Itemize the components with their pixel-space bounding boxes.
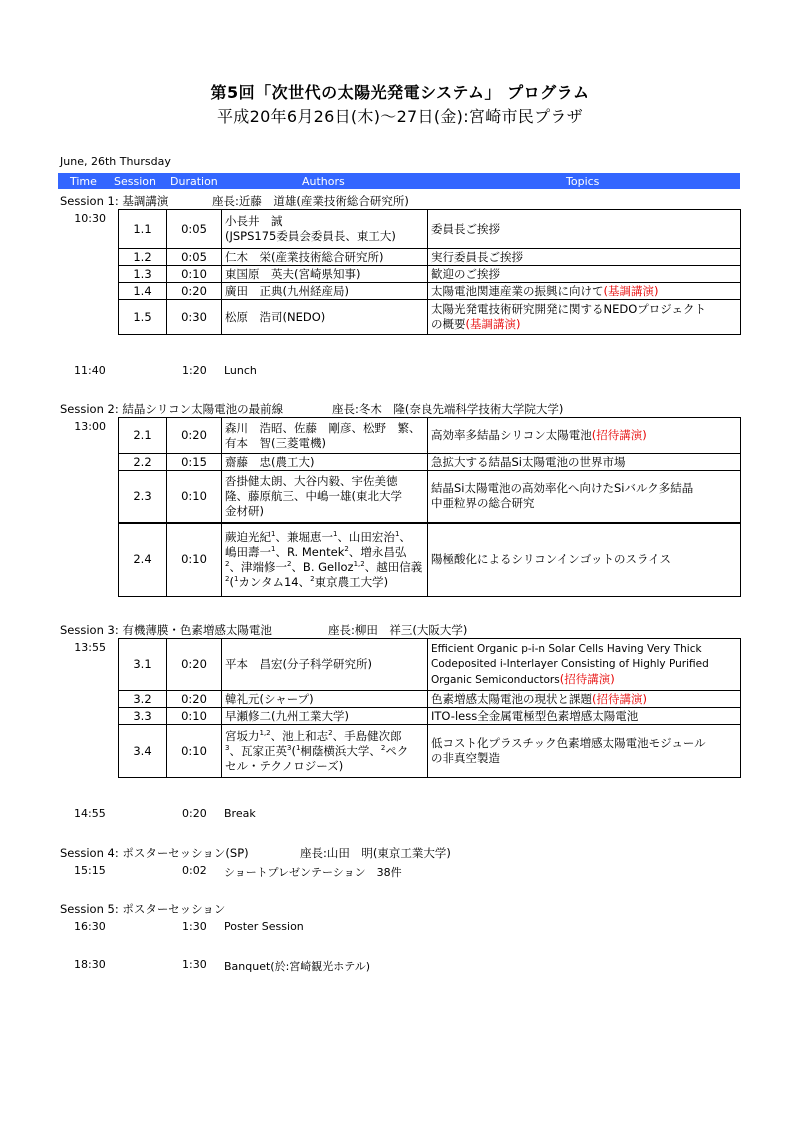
session-no: 2.3 xyxy=(119,471,167,523)
authors: 韓礼元(シャープ) xyxy=(222,691,428,708)
topic: ITO-less全金属電極型色素増感太陽電池 xyxy=(428,708,741,725)
session4-time: 15:15 xyxy=(74,864,106,877)
session5-item-label: Poster Session xyxy=(224,920,304,933)
topic-text: 高効率多結晶シリコン太陽電池 xyxy=(431,428,592,442)
keynote-tag: (基調講演) xyxy=(603,283,659,298)
topic xyxy=(428,300,741,335)
duration: 0:10 xyxy=(167,266,222,283)
topic xyxy=(428,418,741,454)
col-authors: Authors xyxy=(302,175,345,188)
authors-line xyxy=(225,545,424,560)
author-name: 嶋田壽一 xyxy=(225,544,271,559)
topic-text: の概要 xyxy=(431,317,466,331)
session2-table xyxy=(118,417,741,597)
affiliation-mark: 1 xyxy=(271,529,276,538)
author-name: 、池上和志 xyxy=(270,728,329,743)
authors: 仁木 栄(産業技術総合研究所) xyxy=(222,249,428,266)
topic: 歓迎のご挨拶 xyxy=(428,266,741,283)
affiliation-mark: 2 xyxy=(286,559,292,568)
affiliation-mark: 1 xyxy=(271,544,276,553)
affiliation-mark: 2 xyxy=(328,728,333,737)
topic: 実行委員長ご挨拶 xyxy=(428,249,741,266)
affiliation-mark: 2 xyxy=(225,574,230,583)
author-name: 、兼堀恵一 xyxy=(275,529,333,544)
topic xyxy=(428,283,741,300)
affiliation-mark: 2 xyxy=(380,743,386,752)
affiliation-mark: 2 xyxy=(344,544,349,553)
duration: 0:30 xyxy=(167,300,222,335)
author-name: 、越田信義 xyxy=(364,559,423,574)
table-row xyxy=(119,266,741,283)
duration: 0:05 xyxy=(167,249,222,266)
topic xyxy=(428,210,741,249)
table-row xyxy=(119,691,741,708)
authors xyxy=(222,210,428,249)
session4-heading xyxy=(60,845,451,861)
authors: 廣田 正典(九州経産局) xyxy=(222,283,428,300)
banquet-row xyxy=(0,958,800,972)
lunch-label: Lunch xyxy=(224,364,257,377)
paren: ( xyxy=(291,743,296,758)
affiliation-mark: 2 xyxy=(310,574,315,583)
authors-line xyxy=(225,744,424,759)
affiliation-mark: 1 xyxy=(332,529,338,538)
authors-line xyxy=(225,560,424,575)
topic-text: 中亜粒界の総合研究 xyxy=(431,496,535,511)
authors xyxy=(222,418,428,454)
authors-line: 森川 浩昭、佐藤 剛彦、松野 繁、 xyxy=(225,420,421,435)
author-sep: 、 xyxy=(399,529,411,544)
session4-duration: 0:02 xyxy=(182,864,207,877)
session-no: 3.3 xyxy=(119,708,167,725)
authors-line: セル・テクノロジーズ) xyxy=(225,758,344,773)
session-no: 1.2 xyxy=(119,249,167,266)
session2-start-time: 13:00 xyxy=(74,420,106,433)
table-row xyxy=(119,523,741,597)
affiliation-mark: 1,2 xyxy=(353,559,365,568)
topic-text: 低コスト化プラスチック色素増感太陽電池モジュール xyxy=(431,736,706,750)
day-label: June, 26th Thursday xyxy=(60,155,171,168)
session1-heading xyxy=(60,193,409,209)
author-name: 、R. Mentek xyxy=(275,544,345,559)
session3-start-time: 13:55 xyxy=(74,641,106,654)
affiliation-mark: 1 xyxy=(233,574,239,583)
authors-line: 隆、藤原航三、中嶋一雄(東北大学 xyxy=(225,488,402,503)
affiliation-mark: 3 xyxy=(225,743,230,752)
authors-line: 沓掛健太朗、大谷内毅、宇佐美徳 xyxy=(225,473,398,488)
topic xyxy=(428,691,741,708)
topic-text: の非真空製造 xyxy=(431,751,500,765)
authors-line: 金材研) xyxy=(225,503,264,518)
lunch-duration: 1:20 xyxy=(182,364,207,377)
session4-label: Session 4: ポスターセッション(SP) xyxy=(60,846,249,860)
session2-label: Session 2: 結晶シリコン太陽電池の最前線 xyxy=(60,402,284,416)
authors-line xyxy=(225,729,424,744)
session1-chair: 座長:近藤 道雄(産業技術総合研究所) xyxy=(212,194,409,208)
duration: 0:10 xyxy=(167,725,222,778)
col-duration: Duration xyxy=(170,175,218,188)
session3-label: Session 3: 有機薄膜・色素増感太陽電池 xyxy=(60,623,272,637)
lunch-time: 11:40 xyxy=(74,364,106,377)
duration: 0:20 xyxy=(167,639,222,691)
affiliation-name: 桐蔭横浜大学、 xyxy=(300,743,381,758)
session1-table xyxy=(118,209,741,335)
topic-text: Efficient Organic p-i-n Solar Cells Having Very Thick xyxy=(431,642,702,655)
authors: 松原 浩司(NEDO) xyxy=(222,300,428,335)
topic: 急拡大する結晶Si太陽電池の世界市場 xyxy=(428,454,741,471)
invited-tag: (招待講演) xyxy=(591,428,647,442)
session1-label: Session 1: 基調講演 xyxy=(60,194,169,208)
author-name: 、山田宏治 xyxy=(337,529,395,544)
authors-line: 有本 智(三菱電機) xyxy=(225,435,326,450)
authors-line xyxy=(225,530,424,545)
topic-text: 委員長ご挨拶 xyxy=(431,221,500,236)
session-no: 1.5 xyxy=(119,300,167,335)
authors-line: 小長井 誠 xyxy=(225,214,283,228)
authors: 齋藤 忠(農工大) xyxy=(222,454,428,471)
duration: 0:20 xyxy=(167,691,222,708)
authors-line: (JSPS175委員会委員長、東工大) xyxy=(225,229,396,243)
affiliation-mark: 1,2 xyxy=(259,728,271,737)
session5-heading xyxy=(60,901,225,917)
col-topics: Topics xyxy=(566,175,600,188)
banquet-label: Banquet(於:宮崎観光ホテル) xyxy=(224,960,371,973)
topic-text: Codeposited i-Interlayer Consisting of Highly Purified xyxy=(431,657,709,670)
author-name: 、瓦家正英 xyxy=(229,743,287,758)
session-no: 2.4 xyxy=(119,523,167,597)
topic-text: 太陽電池関連産業の振興に向けて xyxy=(431,283,604,298)
authors: 東国原 英夫(宮崎県知事) xyxy=(222,266,428,283)
table-row xyxy=(119,708,741,725)
session-no: 1.1 xyxy=(119,210,167,249)
duration: 0:20 xyxy=(167,283,222,300)
authors xyxy=(222,471,428,523)
author-name: 蕨迫光紀 xyxy=(225,529,271,544)
duration: 0:10 xyxy=(167,471,222,523)
authors-line xyxy=(225,575,424,590)
table-row xyxy=(119,418,741,454)
page-title: 第5回「次世代の太陽光発電システム」 プログラム xyxy=(210,83,590,102)
topic xyxy=(428,639,741,691)
session5-duration: 1:30 xyxy=(182,920,207,933)
session-no: 3.2 xyxy=(119,691,167,708)
topic: 陽極酸化によるシリコンインゴットのスライス xyxy=(428,523,741,597)
session5-time: 16:30 xyxy=(74,920,106,933)
session3-table xyxy=(118,638,741,778)
col-time: Time xyxy=(70,175,97,188)
affiliation-name: カンタム14、 xyxy=(238,574,311,589)
authors: 早瀬修二(九州工業大学) xyxy=(222,708,428,725)
table-row xyxy=(119,471,741,523)
break-label: Break xyxy=(224,807,256,820)
authors xyxy=(222,523,428,597)
topic-text: Organic Semiconductors xyxy=(431,673,560,686)
table-row xyxy=(119,249,741,266)
authors xyxy=(222,725,428,778)
session1-start-time: 10:30 xyxy=(74,212,106,225)
session4-chair: 座長:山田 明(東京工業大学) xyxy=(300,846,451,860)
session5-row xyxy=(0,920,800,934)
affiliation-mark: 2 xyxy=(225,559,230,568)
session4-row xyxy=(0,864,800,878)
authors: 平本 昌宏(分子科学研究所) xyxy=(222,639,428,691)
affiliation-mark: 1 xyxy=(295,743,301,752)
session5-label: Session 5: ポスターセッション xyxy=(60,902,226,916)
session4-item-label: ショートプレゼンテーション 38件 xyxy=(224,866,402,879)
page-subtitle: 平成20年6月26日(木)～27日(金):宮崎市民プラザ xyxy=(216,107,584,126)
table-row xyxy=(119,639,741,691)
table-row xyxy=(119,210,741,249)
banquet-time: 18:30 xyxy=(74,958,106,971)
col-session: Session xyxy=(114,175,156,188)
session2-heading xyxy=(60,401,564,417)
break-row xyxy=(0,807,800,821)
session-no: 2.1 xyxy=(119,418,167,454)
table-row xyxy=(119,454,741,471)
keynote-tag: (基調講演) xyxy=(465,317,521,331)
author-name: 、増永昌弘 xyxy=(348,544,407,559)
column-header-bar xyxy=(58,173,740,189)
author-name: 、津端修一 xyxy=(229,559,287,574)
duration: 0:15 xyxy=(167,454,222,471)
duration: 0:05 xyxy=(167,210,222,249)
break-duration: 0:20 xyxy=(182,807,207,820)
affiliation-name: 東京農工大学) xyxy=(314,574,389,589)
session3-heading xyxy=(60,622,468,638)
topic-text: 太陽光発電技術研究開発に関するNEDOプロジェクト xyxy=(431,302,707,316)
affiliation-name: ペク xyxy=(385,743,409,758)
topic-text: 結晶Si太陽電池の高効率化へ向けたSiバルク多結晶 xyxy=(431,481,694,496)
session-no: 1.3 xyxy=(119,266,167,283)
session3-chair: 座長:柳田 祥三(大阪大学) xyxy=(328,623,468,637)
table-row xyxy=(119,300,741,335)
author-name: 、B. Gelloz xyxy=(291,559,354,574)
paren: ( xyxy=(229,574,234,589)
session2-chair: 座長:冬木 隆(奈良先端科学技術大学院大学) xyxy=(332,402,564,416)
affiliation-mark: 1 xyxy=(394,529,400,538)
topic xyxy=(428,725,741,778)
duration: 0:20 xyxy=(167,418,222,454)
break-time: 14:55 xyxy=(74,807,106,820)
invited-tag: (招待講演) xyxy=(592,691,647,706)
session-no: 3.4 xyxy=(119,725,167,778)
author-name: 、手島健次郎 xyxy=(332,728,402,743)
invited-tag: (招待講演) xyxy=(559,671,615,686)
banquet-duration: 1:30 xyxy=(182,958,207,971)
session-no: 3.1 xyxy=(119,639,167,691)
lunch-row xyxy=(0,364,800,378)
author-name: 宮坂力 xyxy=(225,728,260,743)
affiliation-mark: 3 xyxy=(286,743,292,752)
duration: 0:10 xyxy=(167,708,222,725)
session-no: 1.4 xyxy=(119,283,167,300)
topic xyxy=(428,471,741,523)
table-row xyxy=(119,283,741,300)
duration: 0:10 xyxy=(167,523,222,597)
session-no: 2.2 xyxy=(119,454,167,471)
table-row xyxy=(119,725,741,778)
topic-text: 色素増感太陽電池の現状と課題 xyxy=(431,691,592,706)
